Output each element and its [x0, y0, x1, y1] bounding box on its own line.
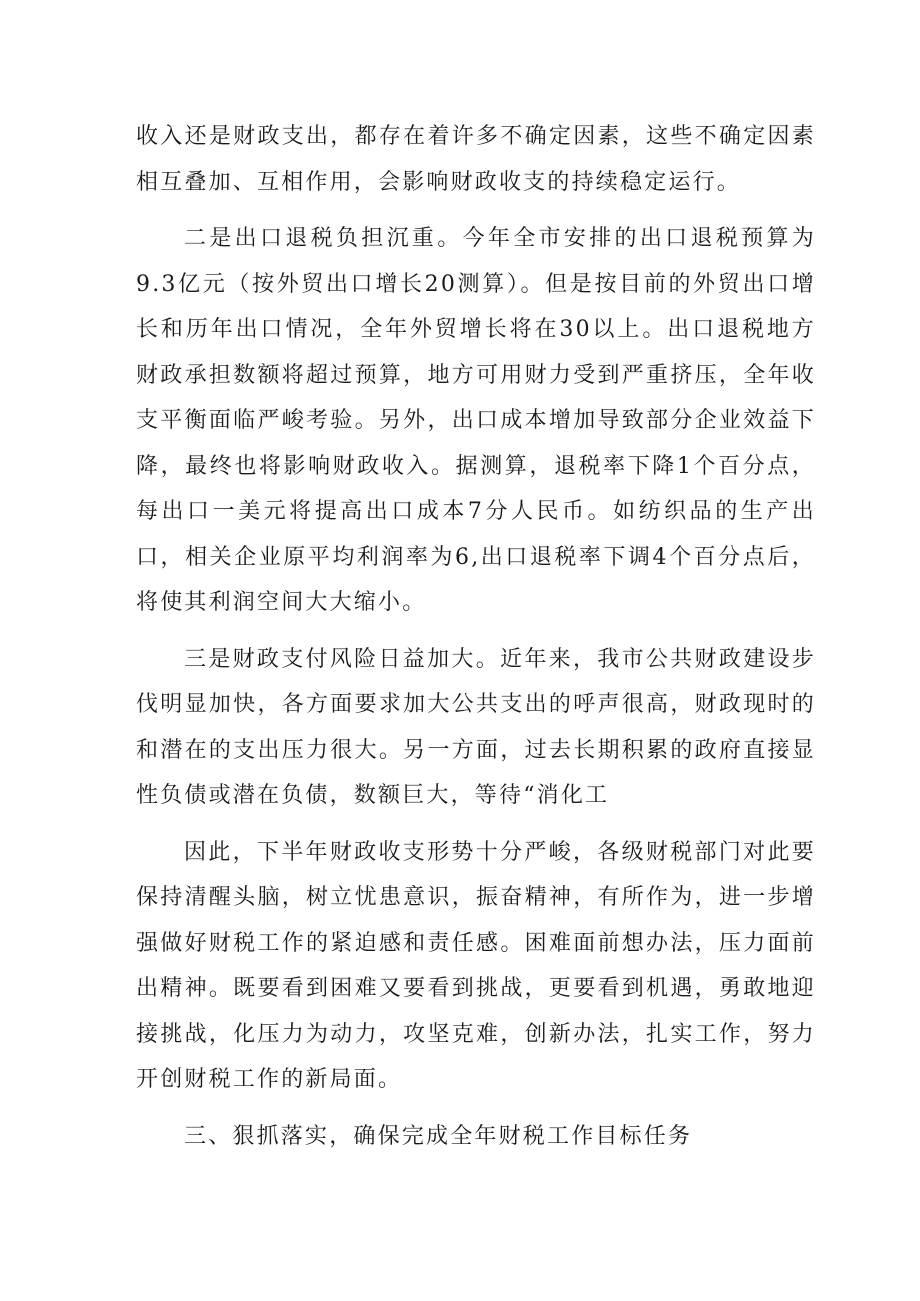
paragraph-export-tax-rebate-burden: 二是出口退税负担沉重。今年全市安排的出口退税预算为9.3亿元（按外贸出口增长20测算）。但是按目前的外贸出口增长和历年出口情况，全年外贸增长将在30以上。出口退税地方财政承担数额将超过预算，地方可用财力受到严重挤压，全年收支平衡面临严峻考验。另外，出口成本增加导致部分企业效益下降，最终也将影响财政收入。据测算，退税率下降1个百分点，每出口一美元将提高出口成本7分人民币。如纺织品的生产出口，相关企业原平均利润率为6,出口退税率下调4个百分点后，将使其利润空间大大缩小。 [136, 226, 816, 615]
paragraph-fiscal-uncertainty-continued: 收入还是财政支出，都存在着许多不确定因素，这些不确定因素相互叠加、互相作用，会影响财政收支的持续稳定运行。 [136, 124, 816, 195]
paragraph-fiscal-payment-risk: 三是财政支付风险日益加大。近年来，我市公共财政建设步伐明显加快，各方面要求加大公共支出的呼声很高，财政现时的和潜在的支出压力很大。另一方面，过去长期积累的政府直接显性负债或潜在负债，数额巨大，等待“消化工 [136, 646, 816, 808]
paragraph-conclusion-severe-situation: 因此，下半年财政收支形势十分严峻，各级财税部门对此要保持清醒头脑，树立忧患意识，振奋精神，有所作为，进一步增强做好财税工作的紧迫感和责任感。困难面前想办法，压力面前出精神。既要看到困难又要看到挑战，更要看到机遇，勇敢地迎接挑战，化压力为动力，攻坚克难，创新办法，扎实工作，努力开创财税工作的新局面。 [136, 839, 816, 1092]
section-heading-implementation: 三、狠抓落实，确保完成全年财税工作目标任务 [184, 1123, 693, 1149]
document-body [136, 114, 816, 1159]
